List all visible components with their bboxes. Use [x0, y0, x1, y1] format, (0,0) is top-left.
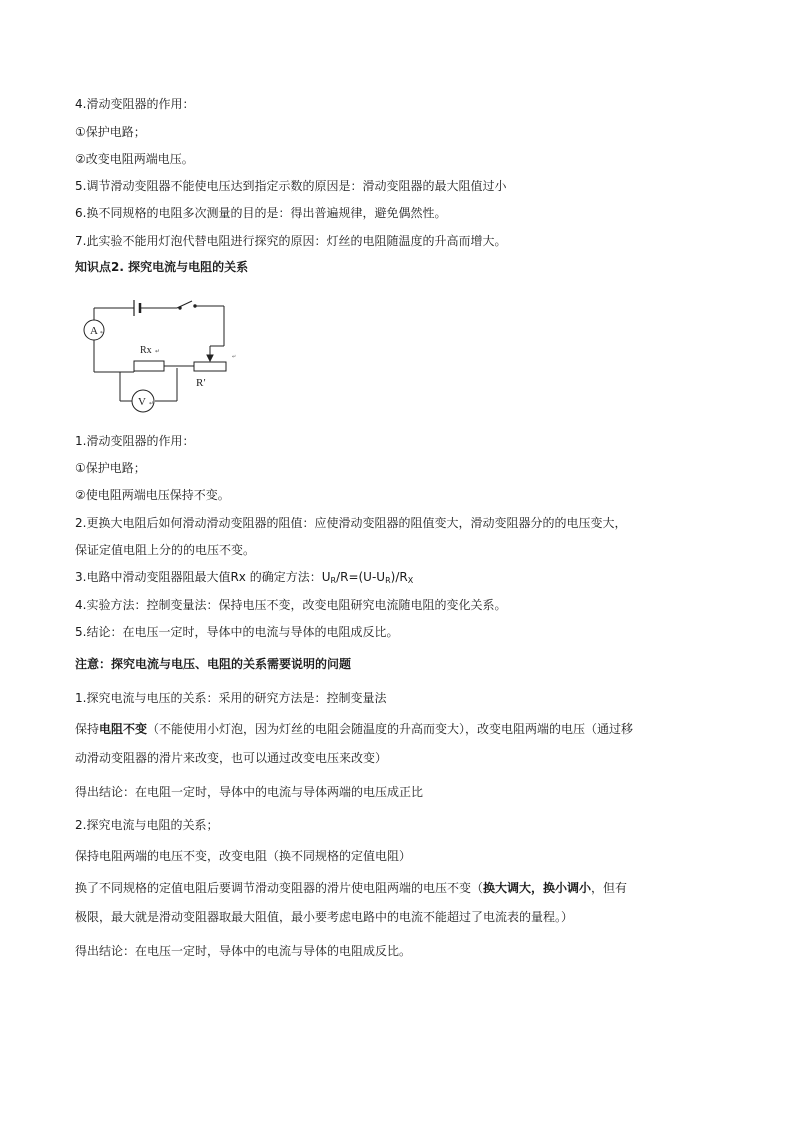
- note-keep-voltage: 保持电阻两端的电压不变，改变电阻（换不同规格的定值电阻）: [75, 849, 412, 863]
- rheostat-label: R′: [196, 377, 206, 389]
- resistor-label: Rx: [140, 345, 152, 356]
- rheostat-role-keep-voltage: ②使电阻两端电压保持不变。: [75, 488, 230, 502]
- rheostat-role-change-voltage: ②改变电阻两端电压。: [75, 152, 194, 166]
- note-keep-resistance-line2: 动滑动变阻器的滑片来改变，也可以通过改变电压来改变）: [75, 751, 388, 765]
- rheostat-role-protect: ①保护电路；: [75, 125, 146, 139]
- note-adjust-slider-line1: 换了不同规格的定值电阻后要调节滑动变阻器的滑片使电阻两端的电压不变（换大调大，换小调小，但有: [75, 881, 628, 895]
- reason-voltage-not-reached: 5.调节滑动变阻器不能使电压达到指定示数的原因是：滑动变阻器的最大阻值过小: [75, 179, 507, 193]
- svg-text:↵: ↵: [100, 330, 106, 336]
- note-conclusion-inverse: 得出结论：在电压一定时，导体中的电流与导体的电阻成反比。: [75, 944, 412, 958]
- note-current-resistance: 2.探究电流与电阻的关系；: [75, 818, 219, 832]
- note-adjust-slider-line2: 极限，最大就是滑动变阻器取最大阻值，最小要考虑电路中的电流不能超过了电流表的量程。）: [75, 910, 574, 924]
- rheostat-role-title: 4.滑动变阻器的作用：: [75, 97, 195, 111]
- rheostat-role-protect-2: ①保护电路；: [75, 461, 146, 475]
- circuit-diagram: [72, 288, 252, 418]
- voltmeter-label: V: [138, 396, 146, 408]
- note-conclusion-direct: 得出结论：在电阻一定时，导体中的电流与导体两端的电压成正比: [75, 785, 424, 799]
- note-current-voltage: 1.探究电流与电压的关系：采用的研究方法是：控制变量法: [75, 691, 387, 705]
- ammeter-label: A: [90, 325, 98, 337]
- svg-text:↵: ↵: [149, 401, 155, 407]
- svg-text:↵: ↵: [232, 355, 237, 360]
- conclusion-inverse: 5.结论：在电压一定时，导体中的电流与导体的电阻成反比。: [75, 625, 399, 639]
- svg-text:↵: ↵: [155, 349, 161, 355]
- max-resistance-method: 3.电路中滑动变阻器阻最大值Rx 的确定方法：$U_R/R=(U-U_R)/R_X$: [75, 570, 414, 585]
- experiment-method: 4.实验方法：控制变量法：保持电压不变，改变电阻研究电流随电阻的变化关系。: [75, 598, 507, 612]
- note-keep-resistance-line1: 保持电阻不变（不能使用小灯泡，因为灯丝的电阻会随温度的升高而变大），改变电阻两端的电压（通过移: [75, 722, 634, 736]
- bulb-not-usable-reason: 7.此实验不能用灯泡代替电阻进行探究的原因：灯丝的电阻随温度的升高而增大。: [75, 234, 507, 248]
- multiple-measurement-purpose: 6.换不同规格的电阻多次测量的目的是：得出普遍规律，避免偶然性。: [75, 206, 447, 220]
- note-heading: 注意：探究电流与电压、电阻的关系需要说明的问题: [75, 657, 352, 671]
- larger-resistor-adjust-line1: 2.更换大电阻后如何滑动滑动变阻器的阻值：应使滑动变阻器的阻值变大，滑动变阻器分的的电压变大，: [75, 516, 627, 530]
- rheostat-role-title-2: 1.滑动变阻器的作用：: [75, 434, 195, 448]
- section-heading-current-resistance: 知识点2. 探究电流与电阻的关系: [75, 260, 249, 274]
- larger-resistor-adjust-line2: 保证定值电阻上分的的电压不变。: [75, 543, 256, 557]
